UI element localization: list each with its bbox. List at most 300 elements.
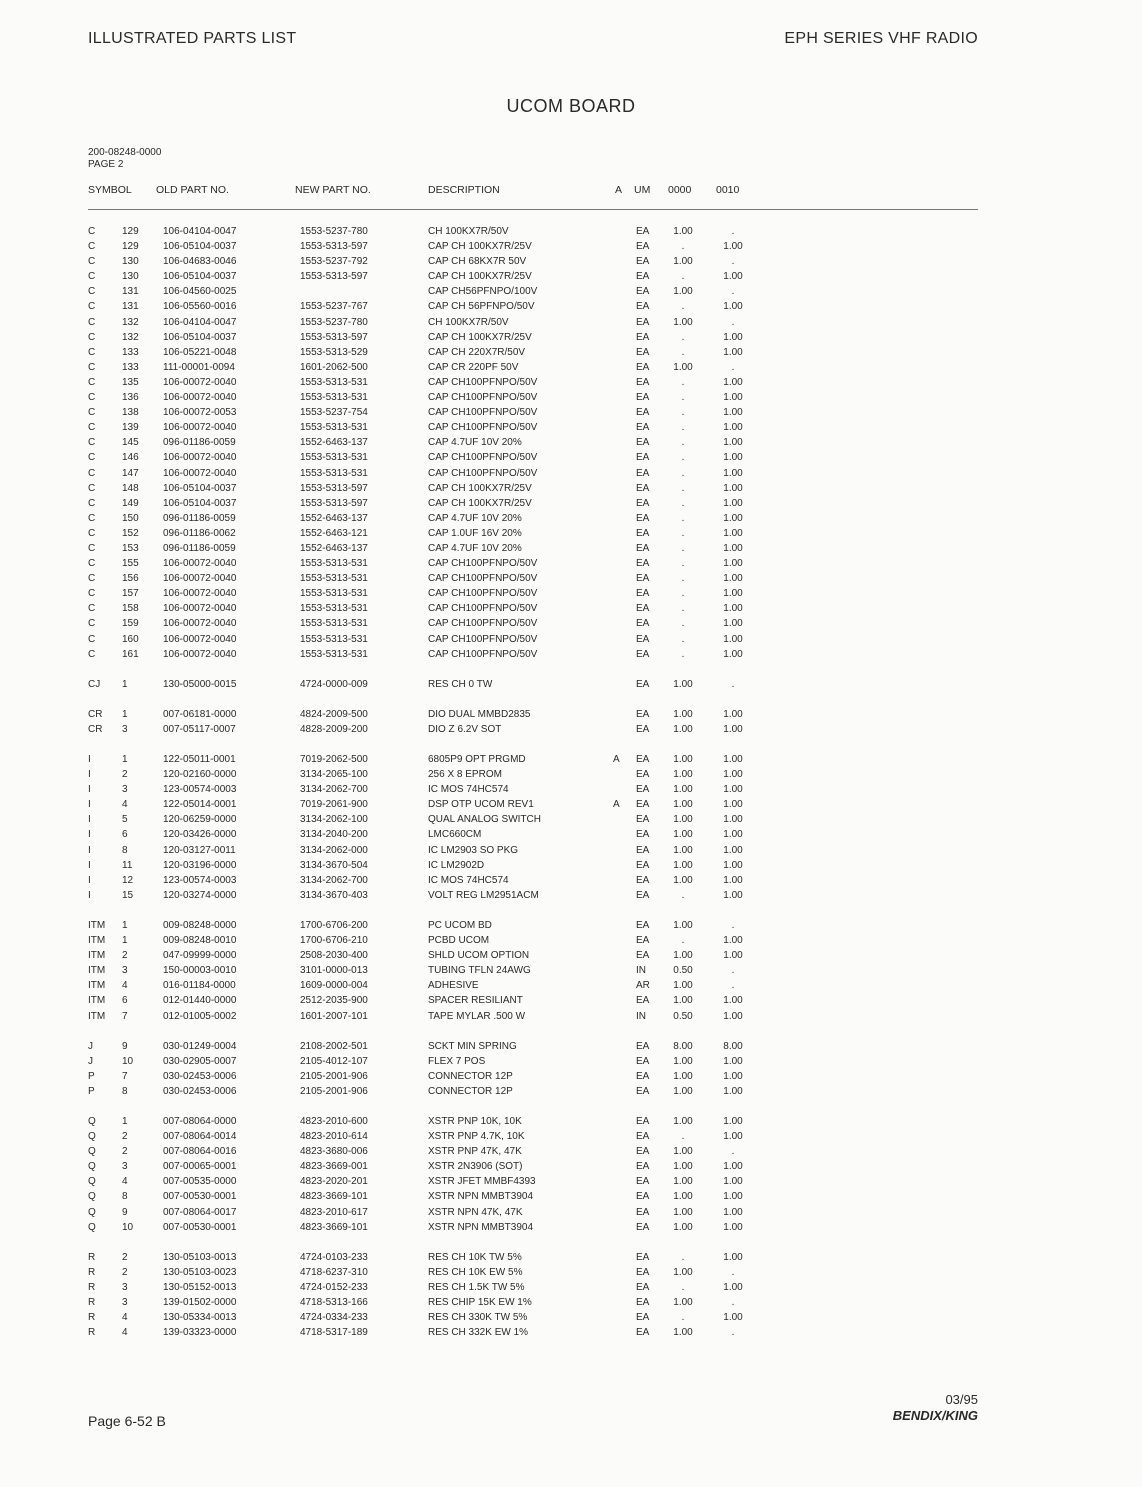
table-row [88, 315, 988, 330]
table-row [88, 556, 988, 571]
qty-0000-cell: . [681, 422, 685, 434]
table-row [88, 616, 988, 631]
old-part-no-cell: 122-05014-0001 [163, 799, 237, 811]
new-part-no-cell: 4718-5313-166 [300, 1297, 368, 1308]
ref-number-cell: 8 [122, 844, 128, 856]
qty-0000-cell: . [681, 482, 685, 494]
qty-0010-cell: 1.00 [723, 814, 743, 826]
old-part-no-cell: 106-05104-0037 [163, 271, 237, 283]
description-cell: CAP CH 68KX7R 50V [428, 256, 527, 268]
qty-0000-cell: 1.00 [673, 226, 693, 237]
old-part-no-cell: 106-00072-0040 [163, 392, 237, 404]
ref-number-cell: 9 [122, 1040, 128, 1052]
old-part-no-cell: 106-00072-0040 [163, 467, 237, 479]
symbol-cell: I [88, 799, 91, 811]
qty-0010-cell: 1.00 [723, 648, 743, 660]
table-row [88, 707, 988, 722]
qty-0010-cell: 1.00 [723, 633, 743, 645]
old-part-no-cell: 106-00072-0040 [163, 618, 237, 630]
ref-number-cell: 8 [122, 1085, 128, 1097]
new-part-no-cell: 1553-5313-531 [300, 392, 368, 404]
old-part-no-cell: 106-04683-0046 [163, 256, 237, 268]
ref-number-cell: 9 [122, 1206, 128, 1218]
old-part-no-cell: 106-00072-0040 [163, 452, 237, 464]
table-row [88, 873, 988, 888]
unit-of-measure-cell: EA [636, 618, 650, 630]
table-row [88, 752, 988, 767]
symbol-cell: C [88, 437, 96, 449]
old-part-no-cell: 106-00072-0040 [163, 558, 237, 570]
ref-number-cell: 150 [122, 512, 139, 524]
old-part-no-cell: 106-04560-0025 [163, 286, 237, 298]
old-part-no-cell: 047-09999-0000 [163, 950, 237, 962]
unit-of-measure-cell: EA [636, 271, 650, 283]
description-cell: CAP CH100PFNPO/50V [428, 392, 538, 404]
ref-number-cell: 4 [122, 1327, 128, 1339]
table-row [88, 993, 988, 1008]
new-part-no-cell: 1553-5313-531 [300, 558, 368, 570]
ref-number-cell: 2 [122, 769, 128, 781]
ref-number-cell: 129 [122, 226, 139, 237]
qty-0000-cell: 1.00 [673, 874, 693, 886]
symbol-cell: C [88, 286, 96, 298]
new-part-no-cell: 4823-3669-101 [300, 1191, 368, 1203]
qty-0010-cell: 1.00 [723, 512, 743, 524]
description-cell: CAP 4.7UF 10V 20% [428, 542, 522, 554]
ref-number-cell: 11 [122, 859, 133, 871]
symbol-cell: I [88, 754, 91, 765]
old-part-no-cell: 007-00535-0000 [163, 1176, 237, 1188]
old-part-no-cell: 106-00072-0053 [163, 407, 237, 419]
parts-group [88, 707, 988, 737]
unit-of-measure-cell: EA [636, 1327, 650, 1339]
description-cell: IC LM2902D [428, 859, 485, 871]
new-part-no-cell: 7019-2061-900 [300, 799, 368, 811]
symbol-cell: I [88, 784, 91, 796]
qty-0010-cell: 1.00 [723, 874, 743, 886]
qty-0010-cell: . [731, 980, 735, 992]
old-part-no-cell: 012-01005-0002 [163, 1010, 237, 1022]
qty-0000-cell: 1.00 [673, 859, 693, 871]
unit-of-measure-cell: IN [636, 1010, 646, 1022]
description-cell: CAP CH100PFNPO/50V [428, 648, 538, 660]
qty-0000-cell: . [681, 241, 685, 253]
new-part-no-cell: 1552-6463-137 [300, 512, 368, 524]
old-part-no-cell: 106-05104-0037 [163, 331, 237, 343]
description-cell: TAPE MYLAR .500 W [428, 1010, 526, 1022]
revision-date: 03/95 [945, 1392, 978, 1407]
symbol-cell: I [88, 814, 91, 826]
qty-0000-cell: . [681, 271, 685, 283]
qty-0010-cell: . [731, 965, 735, 977]
qty-0000-cell: 1.00 [673, 1191, 693, 1203]
unit-of-measure-cell: EA [636, 1115, 650, 1127]
description-cell: CAP CH100PFNPO/50V [428, 618, 538, 630]
description-cell: RES CH 332K EW 1% [428, 1327, 529, 1339]
symbol-cell: C [88, 346, 96, 358]
qty-0010-cell: 1.00 [723, 799, 743, 811]
qty-0000-cell: . [681, 618, 685, 630]
description-cell: VOLT REG LM2951ACM [428, 889, 539, 901]
qty-0010-cell: 1.00 [723, 422, 743, 434]
description-cell: RES CH 330K TW 5% [428, 1312, 528, 1324]
new-part-no-cell: 3134-3670-504 [300, 859, 368, 871]
old-part-no-cell: 123-00574-0003 [163, 874, 237, 886]
unit-of-measure-cell: EA [636, 1281, 650, 1293]
new-part-no-cell: 1553-5313-597 [300, 271, 368, 283]
unit-of-measure-cell: EA [636, 859, 650, 871]
new-part-no-cell: 3134-2062-700 [300, 784, 368, 796]
qty-0010-cell: . [731, 1266, 735, 1278]
description-cell: IC MOS 74HC574 [428, 784, 509, 796]
ref-number-cell: 10 [122, 1055, 134, 1067]
table-row [88, 1265, 988, 1280]
symbol-cell: Q [88, 1191, 96, 1203]
unit-of-measure-cell: EA [636, 950, 650, 962]
unit-of-measure-cell: EA [636, 844, 650, 856]
qty-0010-cell: 1.00 [723, 723, 743, 735]
old-part-no-cell: 120-03127-0011 [163, 844, 236, 856]
qty-0010-cell: 1.00 [723, 1312, 743, 1324]
unit-of-measure-cell: EA [636, 1176, 650, 1188]
description-cell: LMC660CM [428, 829, 482, 841]
column-header-um: UM [634, 184, 651, 196]
new-part-no-cell: 4724-0334-233 [300, 1312, 368, 1324]
table-row [88, 918, 988, 933]
description-cell: CAP CH100PFNPO/50V [428, 376, 538, 388]
symbol-cell: C [88, 407, 96, 419]
table-row [88, 541, 988, 556]
column-header-0000: 0000 [668, 184, 692, 196]
qty-0010-cell: 1.00 [723, 558, 743, 570]
symbol-cell: R [88, 1312, 96, 1324]
qty-0010-cell: 1.00 [723, 331, 743, 343]
description-cell: CAP CH 220X7R/50V [428, 346, 526, 358]
qty-0010-cell: . [731, 1146, 735, 1158]
symbol-cell: Q [88, 1146, 96, 1158]
symbol-cell: Q [88, 1115, 96, 1127]
qty-0000-cell: 8.00 [673, 1040, 693, 1052]
qty-0010-cell: 8.00 [723, 1040, 743, 1052]
column-header-new-part: NEW PART NO. [295, 184, 371, 196]
qty-0010-cell: 1.00 [723, 1206, 743, 1218]
description-cell: IC MOS 74HC574 [428, 874, 509, 886]
brand-logo-text: BENDIX/KING [892, 1408, 978, 1423]
table-row [88, 647, 988, 662]
description-cell: CAP CH100PFNPO/50V [428, 452, 538, 464]
qty-0000-cell: 1.00 [673, 1085, 693, 1097]
old-part-no-cell: 120-06259-0000 [163, 814, 237, 826]
description-cell: CAP CH100PFNPO/50V [428, 558, 538, 570]
description-cell: CH 100KX7R/50V [428, 226, 509, 237]
ref-number-cell: 1 [122, 919, 128, 931]
description-cell: CONNECTOR 12P [428, 1070, 513, 1082]
description-cell: XSTR PNP 47K, 47K [428, 1146, 522, 1158]
qty-0010-cell: 1.00 [723, 527, 743, 539]
new-part-no-cell: 1553-5313-597 [300, 482, 368, 494]
new-part-no-cell: 4823-2010-600 [300, 1115, 368, 1127]
description-cell: SPACER RESILIANT [428, 995, 523, 1007]
unit-of-measure-cell: EA [636, 1040, 650, 1052]
qty-0010-cell: 1.00 [723, 1176, 743, 1188]
qty-0010-cell: 1.00 [723, 301, 743, 313]
qty-0000-cell: 1.00 [673, 844, 693, 856]
symbol-cell: C [88, 527, 96, 539]
new-part-no-cell: 4724-0103-233 [300, 1251, 368, 1263]
description-cell: CAP CH 100KX7R/25V [428, 271, 532, 283]
table-row [88, 1039, 988, 1054]
old-part-no-cell: 007-05117-0007 [163, 723, 236, 735]
qty-0000-cell: . [681, 437, 685, 449]
old-part-no-cell: 130-05000-0015 [163, 678, 237, 690]
new-part-no-cell: 1553-5313-531 [300, 573, 368, 585]
description-cell: XSTR NPN MMBT3904 [428, 1221, 534, 1233]
unit-of-measure-cell: EA [636, 814, 650, 826]
unit-of-measure-cell: EA [636, 1206, 650, 1218]
header-rule [88, 209, 978, 210]
unit-of-measure-cell: EA [636, 995, 650, 1007]
symbol-cell: R [88, 1297, 96, 1308]
table-row [88, 375, 988, 390]
table-row [88, 330, 988, 345]
qty-0010-cell: 1.00 [723, 859, 743, 871]
unit-of-measure-cell: EA [636, 1085, 650, 1097]
old-part-no-cell: 007-08064-0000 [163, 1115, 237, 1127]
description-cell: CAP CH 100KX7R/25V [428, 482, 532, 494]
ref-number-cell: 133 [122, 346, 139, 358]
document-header-right: EPH SERIES VHF RADIO [784, 30, 978, 47]
qty-0000-cell: 1.00 [673, 256, 693, 268]
qty-0000-cell: 1.00 [673, 769, 693, 781]
unit-of-measure-cell: EA [636, 392, 650, 404]
table-row [88, 858, 988, 873]
qty-0000-cell: 1.00 [673, 995, 693, 1007]
table-row [88, 284, 988, 299]
description-cell: CAP CH 100KX7R/25V [428, 241, 532, 253]
qty-0010-cell: 1.00 [723, 1115, 743, 1127]
page-title: UCOM BOARD [506, 96, 636, 116]
unit-of-measure-cell: EA [636, 1312, 650, 1324]
qty-0000-cell: . [681, 603, 685, 615]
qty-0010-cell: 1.00 [723, 588, 743, 600]
old-part-no-cell: 106-05104-0037 [163, 482, 237, 494]
qty-0010-cell: 1.00 [723, 1161, 743, 1173]
symbol-cell: C [88, 542, 96, 554]
old-part-no-cell: 007-00530-0001 [163, 1191, 237, 1203]
ref-number-cell: 152 [122, 527, 139, 539]
old-part-no-cell: 009-08248-0000 [163, 919, 237, 931]
symbol-cell: ITM [88, 980, 106, 992]
description-cell: RES CH 10K TW 5% [428, 1251, 522, 1263]
qty-0010-cell: . [731, 226, 735, 237]
parts-group [88, 752, 988, 903]
new-part-no-cell: 3134-2062-700 [300, 874, 368, 886]
new-part-no-cell: 2105-4012-107 [300, 1055, 368, 1067]
description-cell: XSTR PNP 4.7K, 10K [428, 1131, 525, 1143]
old-part-no-cell: 106-00072-0040 [163, 633, 237, 645]
ref-number-cell: 132 [122, 331, 139, 343]
ref-number-cell: 7 [122, 1070, 128, 1082]
new-part-no-cell: 4823-2020-201 [300, 1176, 368, 1188]
symbol-cell: ITM [88, 950, 106, 962]
old-part-no-cell: 130-05103-0013 [163, 1251, 237, 1263]
table-row [88, 632, 988, 647]
ref-number-cell: 155 [122, 558, 139, 570]
unit-of-measure-cell: IN [636, 965, 646, 977]
qty-0010-cell: 1.00 [723, 708, 743, 720]
ref-number-cell: 3 [122, 723, 128, 735]
ref-number-cell: 129 [122, 241, 139, 253]
qty-0010-cell: 1.00 [723, 844, 743, 856]
ref-number-cell: 1 [122, 935, 128, 947]
table-row [88, 224, 988, 239]
qty-0000-cell: . [681, 467, 685, 479]
qty-0010-cell: 1.00 [723, 573, 743, 585]
table-row [88, 812, 988, 827]
page-label: PAGE 2 [88, 159, 124, 170]
old-part-no-cell: 120-03196-0000 [163, 859, 237, 871]
a-flag-cell: A [613, 799, 620, 811]
ref-number-cell: 145 [122, 437, 139, 449]
symbol-cell: R [88, 1281, 96, 1293]
unit-of-measure-cell: EA [636, 678, 650, 690]
unit-of-measure-cell: EA [636, 784, 650, 796]
unit-of-measure-cell: EA [636, 1221, 650, 1233]
symbol-cell: Q [88, 1161, 96, 1173]
unit-of-measure-cell: EA [636, 437, 650, 449]
table-row [88, 1054, 988, 1069]
unit-of-measure-cell: EA [636, 316, 650, 328]
qty-0000-cell: . [681, 346, 685, 358]
new-part-no-cell: 1700-6706-210 [300, 935, 368, 947]
ref-number-cell: 153 [122, 542, 139, 554]
qty-0010-cell: 1.00 [723, 603, 743, 615]
unit-of-measure-cell: EA [636, 512, 650, 524]
old-part-no-cell: 106-00072-0040 [163, 603, 237, 615]
a-flag-cell: A [613, 754, 620, 765]
ref-number-cell: 136 [122, 392, 139, 404]
symbol-cell: C [88, 301, 96, 313]
unit-of-measure-cell: EA [636, 527, 650, 539]
qty-0000-cell: . [681, 633, 685, 645]
new-part-no-cell: 2508-2030-400 [300, 950, 368, 962]
ref-number-cell: 160 [122, 633, 139, 645]
symbol-cell: C [88, 588, 96, 600]
new-part-no-cell: 4718-5317-189 [300, 1327, 368, 1339]
new-part-no-cell: 1553-5313-597 [300, 331, 368, 343]
old-part-no-cell: 106-00072-0040 [163, 573, 237, 585]
unit-of-measure-cell: EA [636, 286, 650, 298]
qty-0010-cell: 1.00 [723, 241, 743, 253]
ref-number-cell: 146 [122, 452, 139, 464]
new-part-no-cell: 4823-2010-614 [300, 1131, 368, 1143]
qty-0000-cell: 1.00 [673, 286, 693, 298]
old-part-no-cell: 120-03426-0000 [163, 829, 237, 841]
symbol-cell: I [88, 844, 91, 856]
symbol-cell: C [88, 558, 96, 570]
unit-of-measure-cell: EA [636, 497, 650, 509]
qty-0000-cell: 1.00 [673, 814, 693, 826]
description-cell: XSTR NPN 47K, 47K [428, 1206, 523, 1218]
qty-0010-cell: 1.00 [723, 1251, 743, 1263]
new-part-no-cell: 1553-5313-531 [300, 618, 368, 630]
ref-number-cell: 4 [122, 1312, 128, 1324]
unit-of-measure-cell: EA [636, 1055, 650, 1067]
qty-0010-cell: 1.00 [723, 784, 743, 796]
old-part-no-cell: 030-02905-0007 [163, 1055, 237, 1067]
unit-of-measure-cell: EA [636, 648, 650, 660]
symbol-cell: C [88, 603, 96, 615]
unit-of-measure-cell: EA [636, 1146, 650, 1158]
table-row [88, 1250, 988, 1265]
symbol-cell: J [88, 1055, 93, 1067]
ref-number-cell: 2 [122, 1146, 128, 1158]
ref-number-cell: 130 [122, 271, 139, 283]
qty-0000-cell: 1.00 [673, 919, 693, 931]
table-row [88, 1280, 988, 1295]
qty-0000-cell: . [681, 542, 685, 554]
ref-number-cell: 158 [122, 603, 139, 615]
qty-0000-cell: 1.00 [673, 1161, 693, 1173]
unit-of-measure-cell: EA [636, 241, 650, 253]
qty-0000-cell: . [681, 1251, 685, 1263]
ref-number-cell: 131 [122, 286, 139, 298]
ref-number-cell: 2 [122, 950, 128, 962]
unit-of-measure-cell: EA [636, 542, 650, 554]
old-part-no-cell: 009-08248-0010 [163, 935, 237, 947]
unit-of-measure-cell: EA [636, 1161, 650, 1173]
unit-of-measure-cell: EA [636, 482, 650, 494]
qty-0000-cell: 1.00 [673, 980, 693, 992]
new-part-no-cell: 7019-2062-500 [300, 754, 368, 765]
old-part-no-cell: 007-08064-0017 [163, 1206, 237, 1218]
qty-0010-cell: 1.00 [723, 1055, 743, 1067]
ref-number-cell: 5 [122, 814, 128, 826]
qty-0010-cell: 1.00 [723, 271, 743, 283]
symbol-cell: ITM [88, 1010, 106, 1022]
description-cell: CAP 4.7UF 10V 20% [428, 437, 522, 449]
qty-0000-cell: . [681, 497, 685, 509]
qty-0000-cell: 1.00 [673, 1221, 693, 1233]
qty-0000-cell: . [681, 889, 685, 901]
description-cell: FLEX 7 POS [428, 1055, 486, 1067]
ref-number-cell: 3 [122, 1161, 128, 1173]
table-row [88, 299, 988, 314]
ref-number-cell: 15 [122, 889, 134, 901]
qty-0000-cell: . [681, 392, 685, 404]
description-cell: CH 100KX7R/50V [428, 316, 509, 328]
unit-of-measure-cell: EA [636, 603, 650, 615]
symbol-cell: I [88, 829, 91, 841]
unit-of-measure-cell: EA [636, 467, 650, 479]
table-row [88, 586, 988, 601]
ref-number-cell: 2 [122, 1266, 128, 1278]
old-part-no-cell: 106-05221-0048 [163, 346, 237, 358]
unit-of-measure-cell: EA [636, 573, 650, 585]
unit-of-measure-cell: EA [636, 633, 650, 645]
symbol-cell: C [88, 376, 96, 388]
table-row [88, 1084, 988, 1099]
unit-of-measure-cell: EA [636, 1131, 650, 1143]
table-row [88, 933, 988, 948]
new-part-no-cell: 2105-2001-906 [300, 1085, 368, 1097]
new-part-no-cell: 4823-3669-001 [300, 1161, 368, 1173]
symbol-cell: J [88, 1040, 93, 1052]
old-part-no-cell: 007-06181-0000 [163, 708, 237, 720]
unit-of-measure-cell: EA [636, 754, 650, 765]
qty-0000-cell: 1.00 [673, 678, 693, 690]
qty-0000-cell: . [681, 648, 685, 660]
